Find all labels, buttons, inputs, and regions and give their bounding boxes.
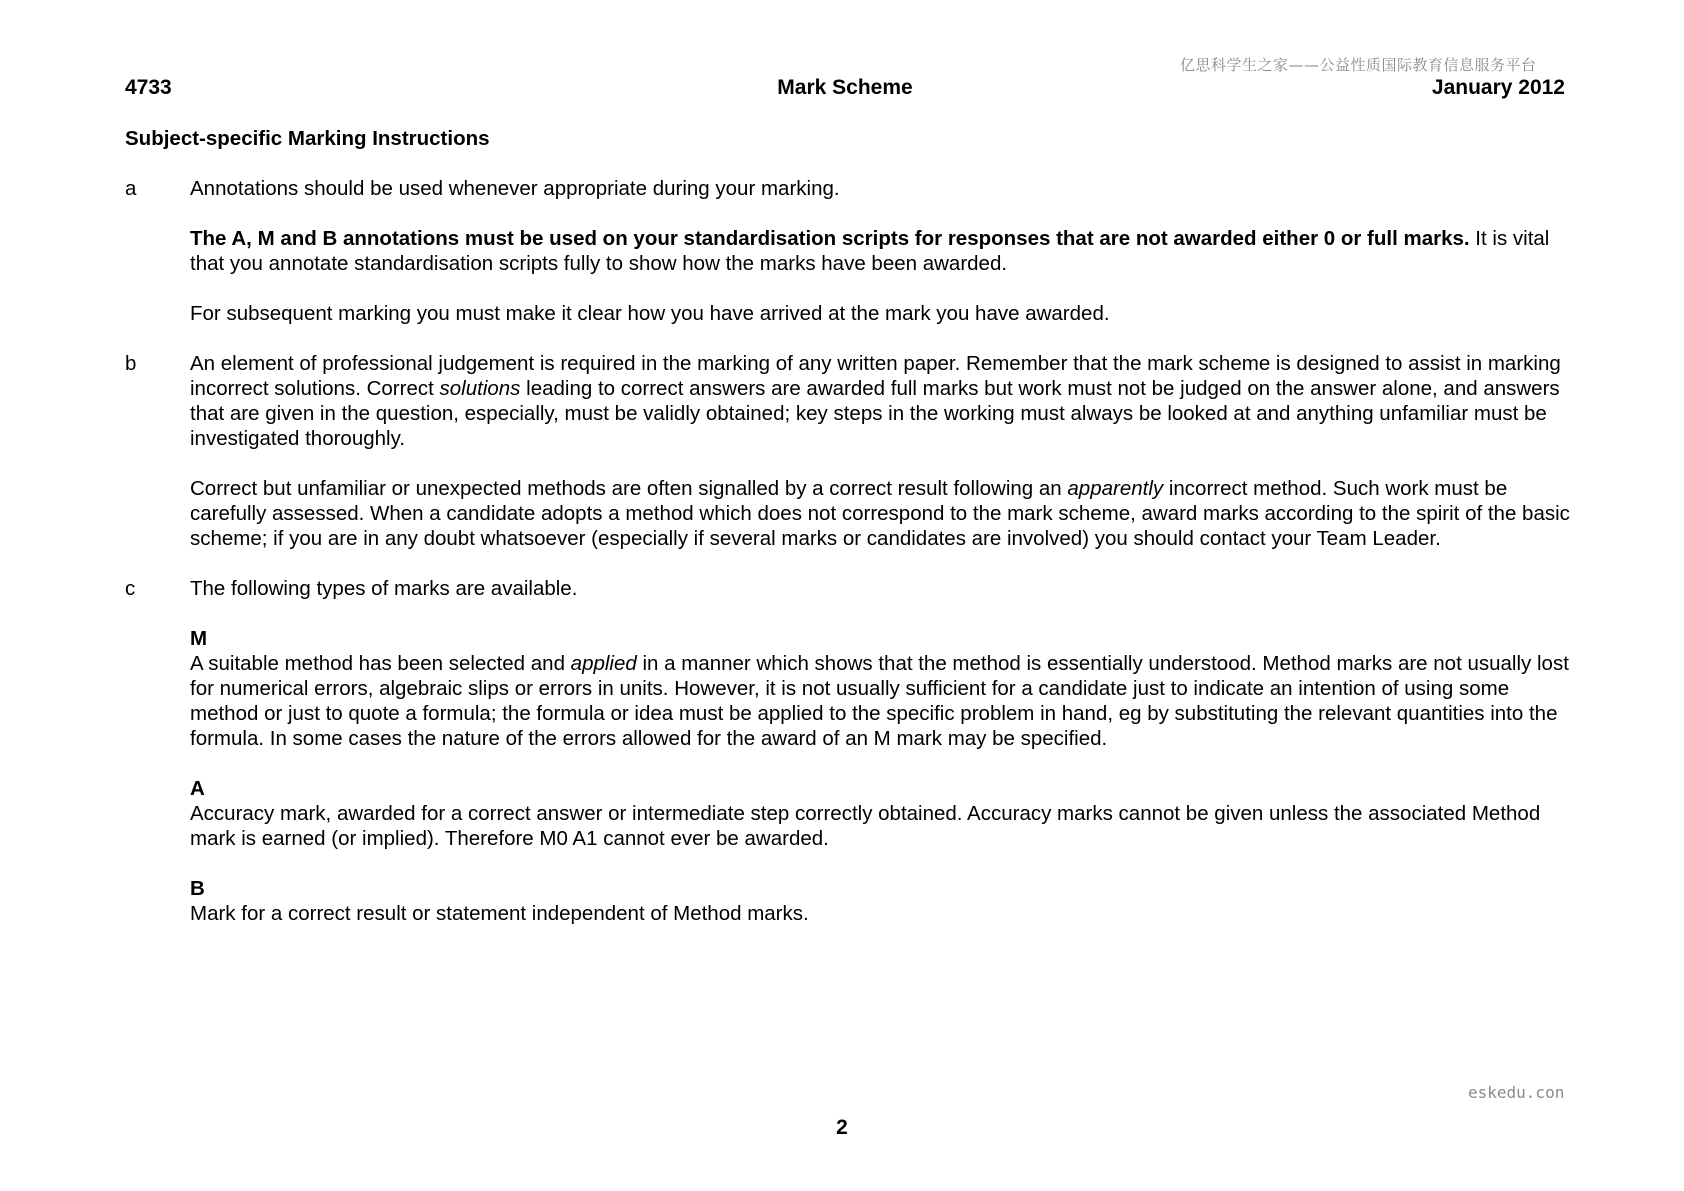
paragraph: Mark for a correct result or statement independent of Method marks. — [190, 902, 809, 925]
item-body — [190, 576, 1570, 926]
mark-type-a — [190, 776, 1570, 851]
item-a — [125, 176, 1570, 326]
mark-type-m — [190, 626, 1570, 751]
section-title: Subject-specific Marking Instructions — [125, 127, 490, 150]
paragraph: The following types of marks are available. — [190, 577, 578, 600]
text: A suitable method has been selected and — [190, 652, 571, 675]
text: An element of professional judgement is required in the marking of any written paper. Remember that the mark scheme is designed to assist in marking incorrect solutions. Correct — [190, 352, 1561, 400]
main-content — [125, 126, 1570, 951]
item-letter: c — [125, 577, 136, 600]
item-letter: b — [125, 352, 137, 375]
text: Correct but unfamiliar or unexpected methods are often signalled by a correct result following an — [190, 477, 1068, 500]
item-c — [125, 576, 1570, 926]
item-b — [125, 351, 1570, 551]
paragraph — [190, 651, 1570, 751]
page-header — [125, 75, 1565, 101]
mark-title: B — [190, 877, 205, 900]
text: leading to correct answers are awarded full marks but work must not be judged on the answer alone, and answers that are given in the question, especially, must be validly obtained; key steps in the working must always be looked at and anything unfamiliar must be investigated thoroughly. — [190, 377, 1560, 450]
text: incorrect method. Such work must be carefully assessed. When a candidate adopts a method which does not correspond to the mark scheme, award marks according to the spirit of the basic scheme; if you are in any doubt whatsoever (especially if several marks or candidates are involved) you should contact your Team Leader. — [190, 477, 1570, 550]
paragraph — [190, 476, 1570, 551]
bold-text: The A, M and B annotations must be used on your standardisation scripts for responses that are not awarded either 0 or full marks. — [190, 227, 1470, 250]
italic-text: applied — [570, 652, 637, 675]
header-code: 4733 — [125, 76, 172, 99]
paragraph — [190, 226, 1570, 276]
item-body — [190, 176, 1570, 326]
watermark-top: 亿思科学生之家——公益性质国际教育信息服务平台 — [1180, 56, 1537, 74]
header-date: January 2012 — [1431, 76, 1565, 99]
page-number: 2 — [836, 1116, 848, 1139]
paragraph: Annotations should be used whenever appropriate during your marking. — [190, 177, 840, 200]
mark-type-b — [190, 876, 1570, 926]
paragraph: For subsequent marking you must make it clear how you have arrived at the mark you have awarded. — [190, 302, 1110, 325]
mark-title: A — [190, 777, 205, 800]
header-title: Mark Scheme — [777, 76, 913, 99]
watermark-bottom: eskedu.con — [1468, 1083, 1565, 1102]
italic-text: apparently — [1067, 477, 1164, 500]
italic-text: solutions — [439, 377, 521, 400]
item-letter: a — [125, 177, 137, 200]
text: in a manner which shows that the method is essentially understood. Method marks are not usually lost for numerical errors, algebraic slips or errors in units. However, it is not usually sufficient for a candidate just to indicate an intention of using some method or just to quote a formula; the formula or idea must be applied to the specific problem in hand, eg by substituting the relevant quantities into the formula. In some cases the nature of the errors allowed for the award of an M mark may be specified. — [190, 652, 1569, 750]
paragraph — [190, 351, 1570, 451]
item-body — [190, 351, 1570, 551]
text: It is vital that you annotate standardisation scripts fully to show how the marks have been awarded. — [190, 227, 1550, 275]
mark-title: M — [190, 627, 208, 650]
paragraph: Accuracy mark, awarded for a correct answer or intermediate step correctly obtained. Accuracy marks cannot be given unless the associated Method mark is earned (or implied). Therefore M0 A1 cannot ever be awarded. — [190, 802, 1541, 850]
